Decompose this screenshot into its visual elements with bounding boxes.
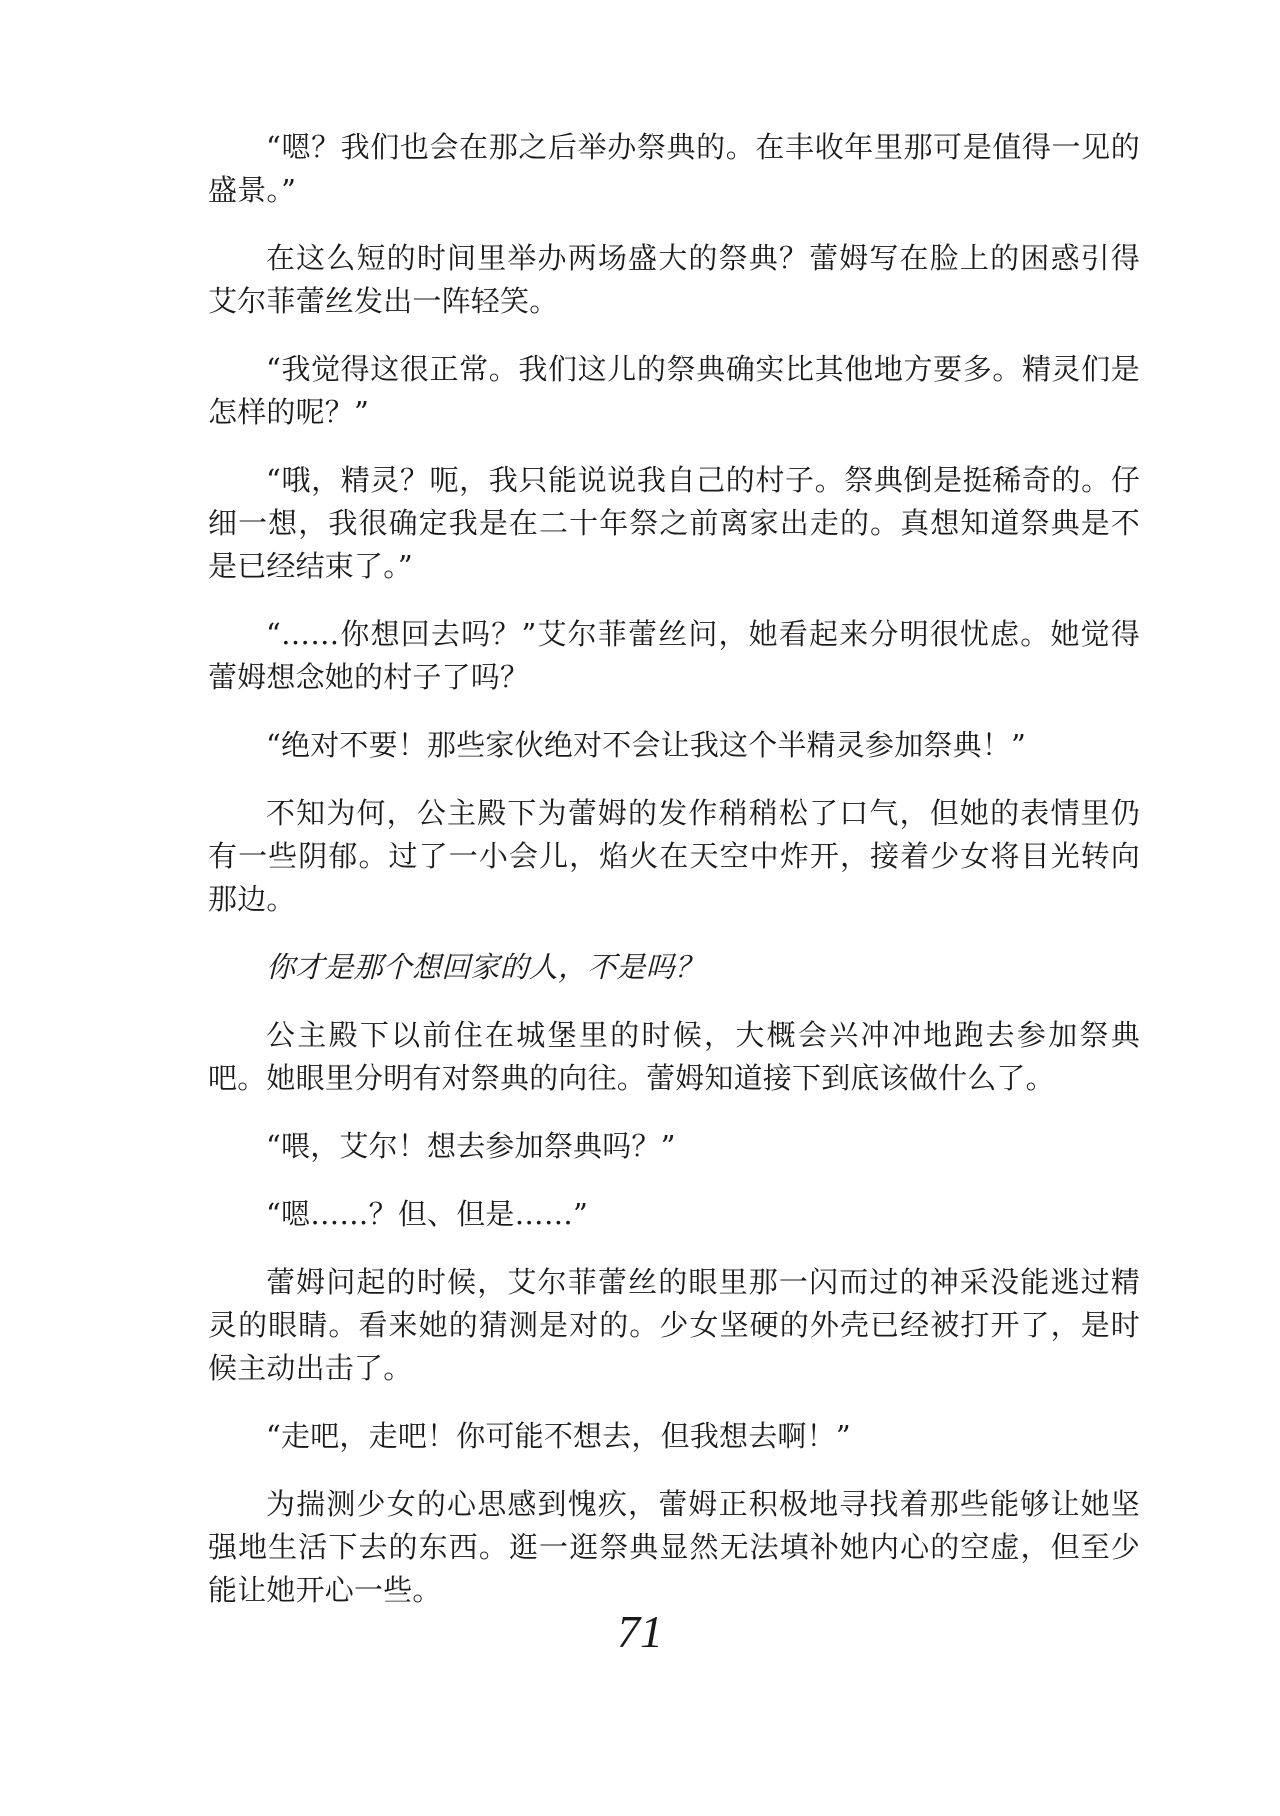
paragraph-5: “……你想回去吗？”艾尔菲蕾丝问，她看起来分明很忧虑。她觉得蕾姆想念她的村子了吗？: [208, 617, 1140, 694]
paragraph-3: “我觉得这很正常。我们这儿的祭典确实比其他地方要多。精灵们是怎样的呢？”: [208, 352, 1140, 429]
paragraph-4: “哦，精灵？呃，我只能说说我自己的村子。祭典倒是挺稀奇的。仔细一想，我很确定我是在二十年祭之前离家出走的。真想知道祭典是不是已经结束了。”: [208, 463, 1140, 583]
paragraph-14: 为揣测少女的心思感到愧疚，蕾姆正积极地寻找着那些能够让她坚强地生活下去的东西。逛一逛祭典显然无法填补她内心的空虚，但至少能让她开心一些。: [208, 1487, 1140, 1607]
paragraph-13: “走吧，走吧！你可能不想去，但我想去啊！”: [266, 1419, 851, 1453]
paragraph-6: “绝对不要！那些家伙绝对不会让我这个半精灵参加祭典！”: [266, 728, 1027, 762]
paragraph-12: 蕾姆问起的时候，艾尔菲蕾丝的眼里那一闪而过的神采没能逃过精灵的眼睛。看来她的猜测是对的。少女坚硬的外壳已经被打开了，是时候主动出击了。: [208, 1265, 1140, 1385]
paragraph-10: “喂，艾尔！想去参加祭典吗？”: [266, 1129, 676, 1163]
paragraph-8-italic-thought: 你才是那个想回家的人，不是吗？: [266, 950, 705, 984]
paragraph-1: “嗯？我们也会在那之后举办祭典的。在丰收年里那可是值得一见的盛景。”: [208, 130, 1140, 207]
paragraph-7: 不知为何，公主殿下为蕾姆的发作稍稍松了口气，但她的表情里仍有一些阴郁。过了一小会儿，焰火在天空中炸开，接着少女将目光转向那边。: [208, 796, 1140, 916]
paragraph-9: 公主殿下以前住在城堡里的时候，大概会兴冲冲地跑去参加祭典吧。她眼里分明有对祭典的向往。蕾姆知道接下到底该做什么了。: [208, 1018, 1140, 1095]
page-number: 71: [617, 1606, 663, 1657]
paragraph-2: 在这么短的时间里举办两场盛大的祭典？蕾姆写在脸上的困惑引得艾尔菲蕾丝发出一阵轻笑。: [208, 241, 1140, 318]
paragraph-11: “嗯……？但、但是……”: [266, 1197, 589, 1231]
body-text: [208, 126, 1140, 1637]
